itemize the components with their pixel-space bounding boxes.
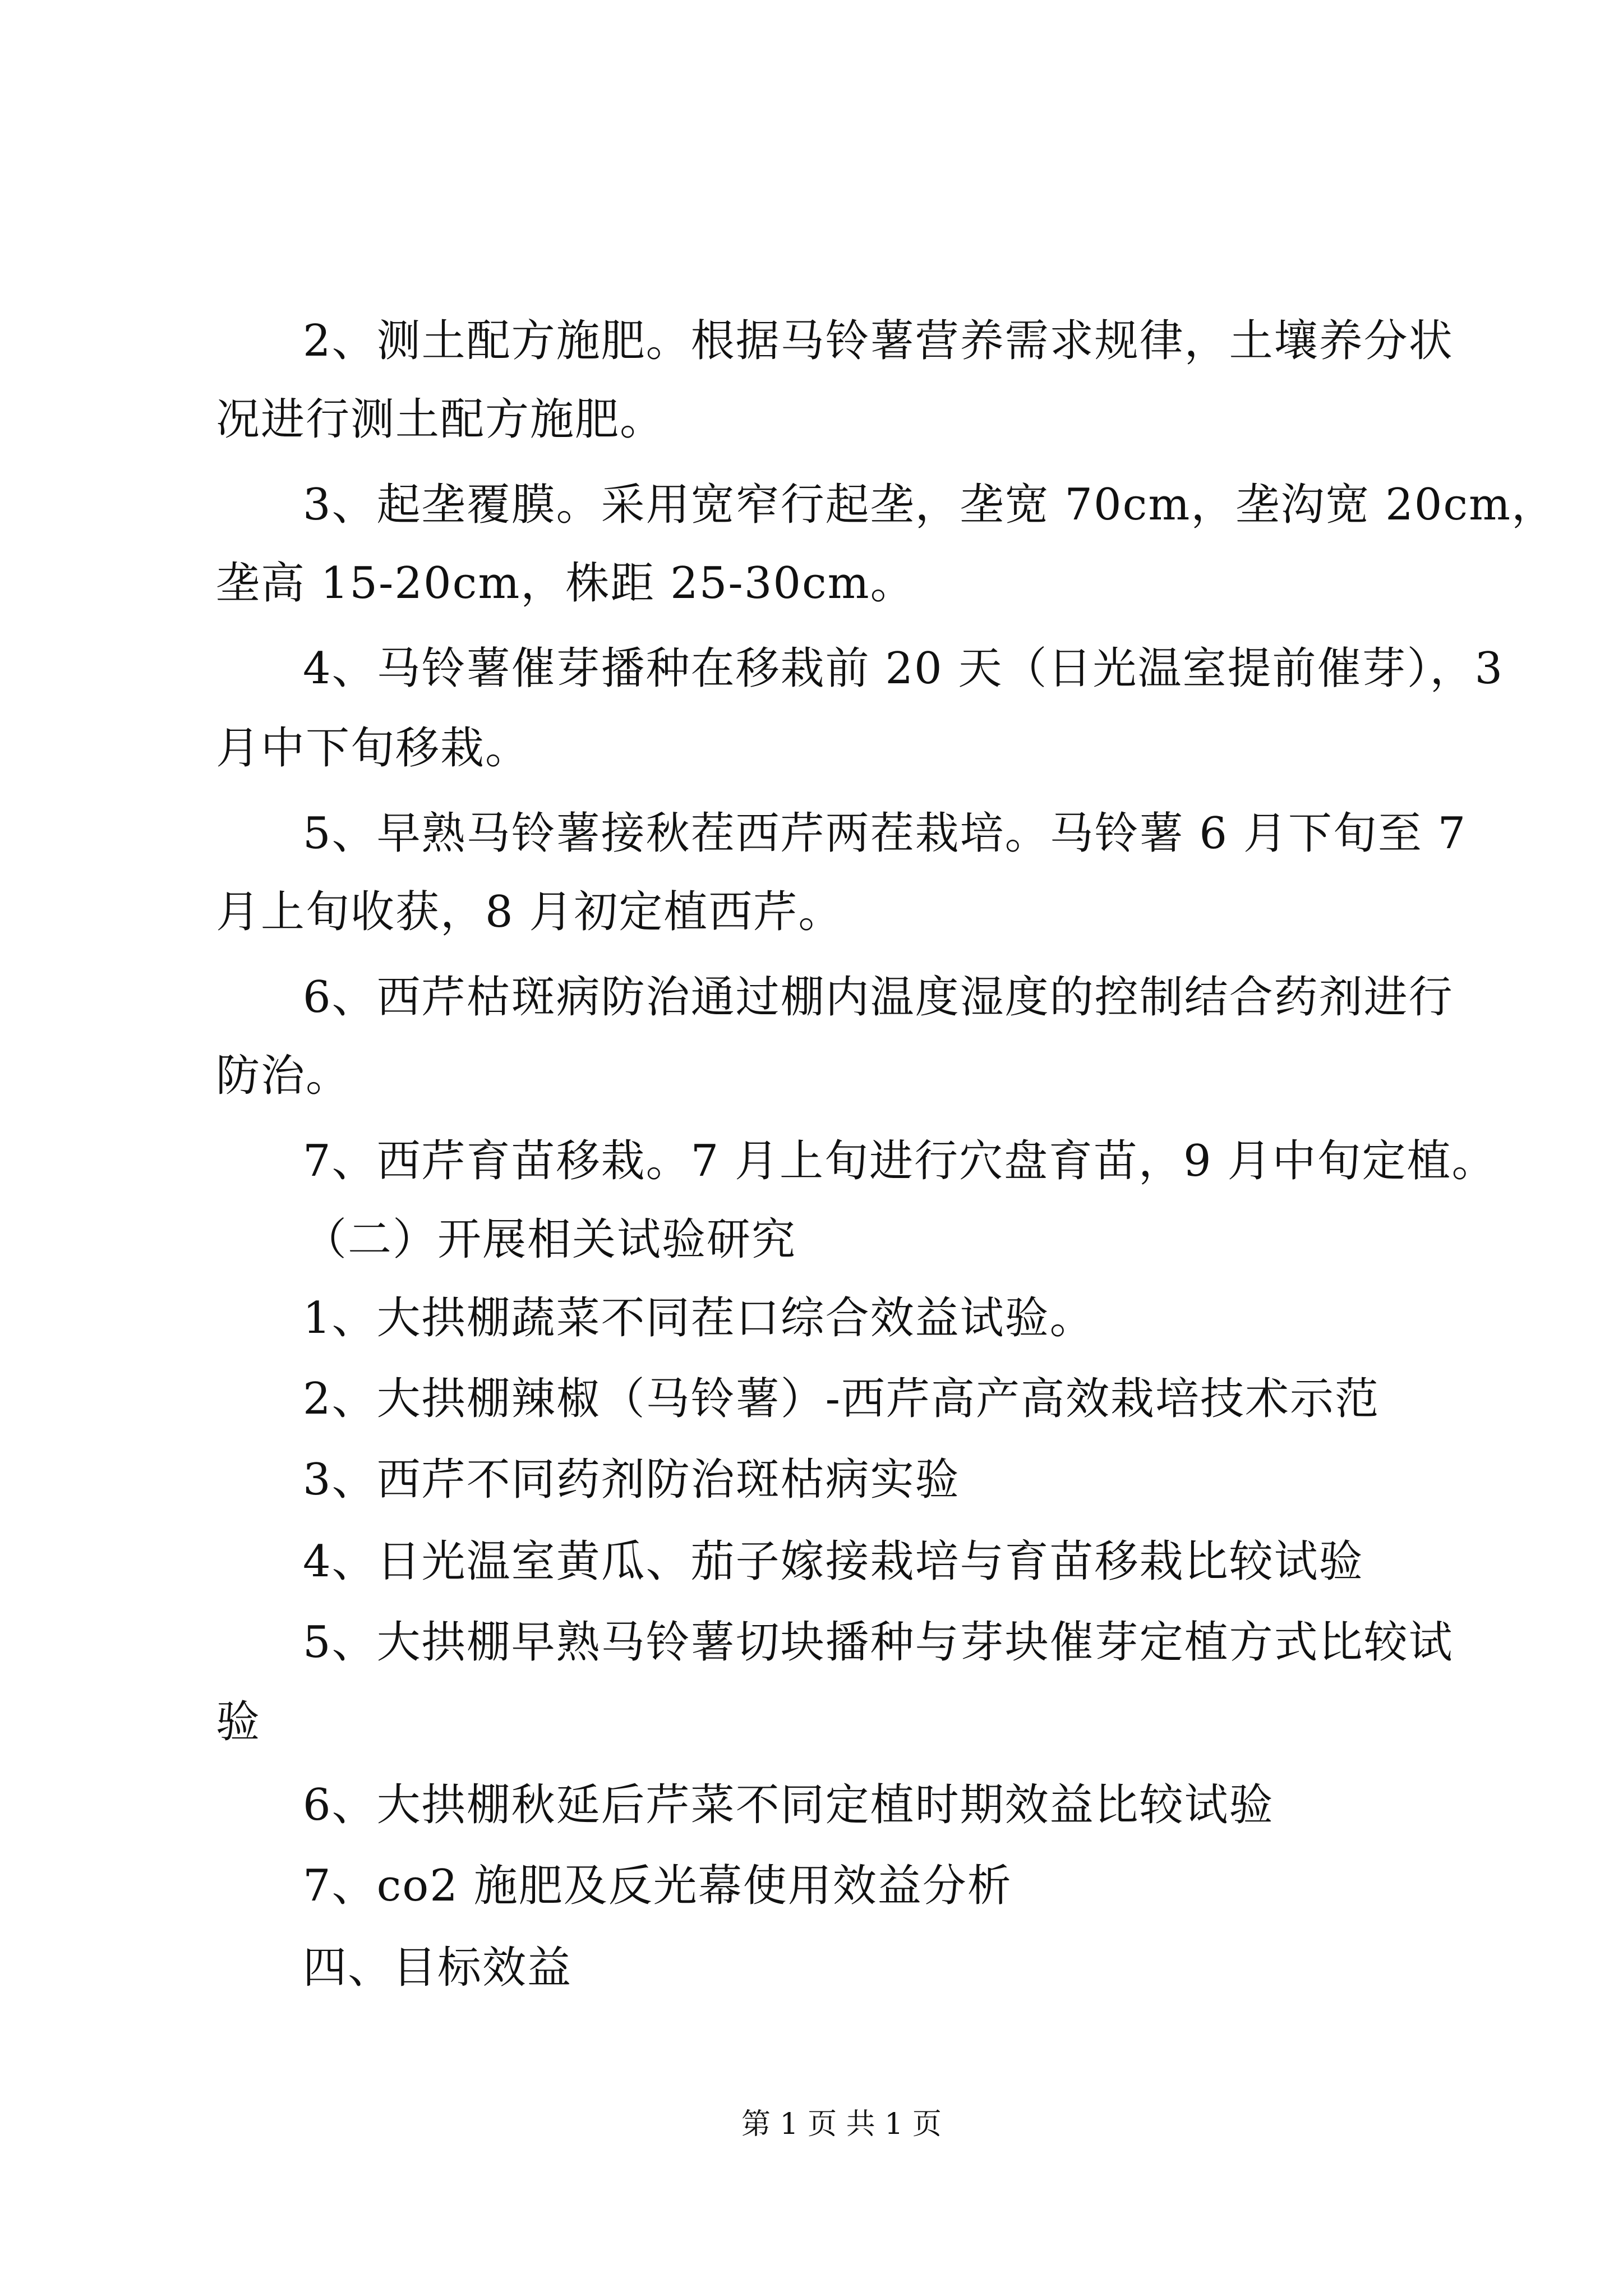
text-line: 防治。 (216, 1051, 351, 1101)
text-line: 2、测土配方施肥。根据马铃薯营养需求规律，土壤养分状 (303, 316, 1454, 366)
section-heading: 四、目标效益 (303, 1943, 573, 1993)
page-footer: 第 1 页 共 1 页 (741, 2108, 942, 2141)
text-line: 况进行测土配方施肥。 (216, 394, 665, 445)
text-line: 5、早熟马铃薯接秋茬西芹两茬栽培。马铃薯 6 月下旬至 7 (303, 808, 1467, 859)
text-line: 7、西芹育苗移栽。7 月上旬进行穴盘育苗，9 月中旬定植。 (303, 1136, 1497, 1186)
text-line: 4、日光温室黄瓜、茄子嫁接栽培与育苗移栽比较试验 (303, 1536, 1364, 1587)
section-heading: （二）开展相关试验研究 (303, 1214, 797, 1265)
text-line: 7、co2 施肥及反光幕使用效益分析 (303, 1861, 1012, 1911)
text-line: 3、起垄覆膜。采用宽窄行起垄，垄宽 70cm，垄沟宽 20cm， (303, 480, 1557, 530)
text-line: 月中下旬移栽。 (216, 723, 531, 774)
text-line: 6、大拱棚秋延后芹菜不同定植时期效益比较试验 (303, 1780, 1274, 1830)
text-line: 2、大拱棚辣椒（马铃薯）-西芹高产高效栽培技术示范 (303, 1374, 1380, 1424)
text-line: 3、西芹不同药剂防治斑枯病实验 (303, 1455, 960, 1505)
text-line: 1、大拱棚蔬菜不同茬口综合效益试验。 (303, 1293, 1095, 1343)
text-line: 4、马铃薯催芽播种在移栽前 20 天（日光温室提前催芽），3 (303, 643, 1504, 694)
text-line: 垄高 15-20cm，株距 25-30cm。 (216, 558, 915, 609)
text-line: 验 (216, 1697, 261, 1747)
text-line: 月上旬收获，8 月初定植西芹。 (216, 887, 843, 937)
text-line: 6、西芹枯斑病防治通过棚内温度湿度的控制结合药剂进行 (303, 972, 1454, 1023)
text-line: 5、大拱棚早熟马铃薯切块播种与芽块催芽定植方式比较试 (303, 1617, 1454, 1668)
